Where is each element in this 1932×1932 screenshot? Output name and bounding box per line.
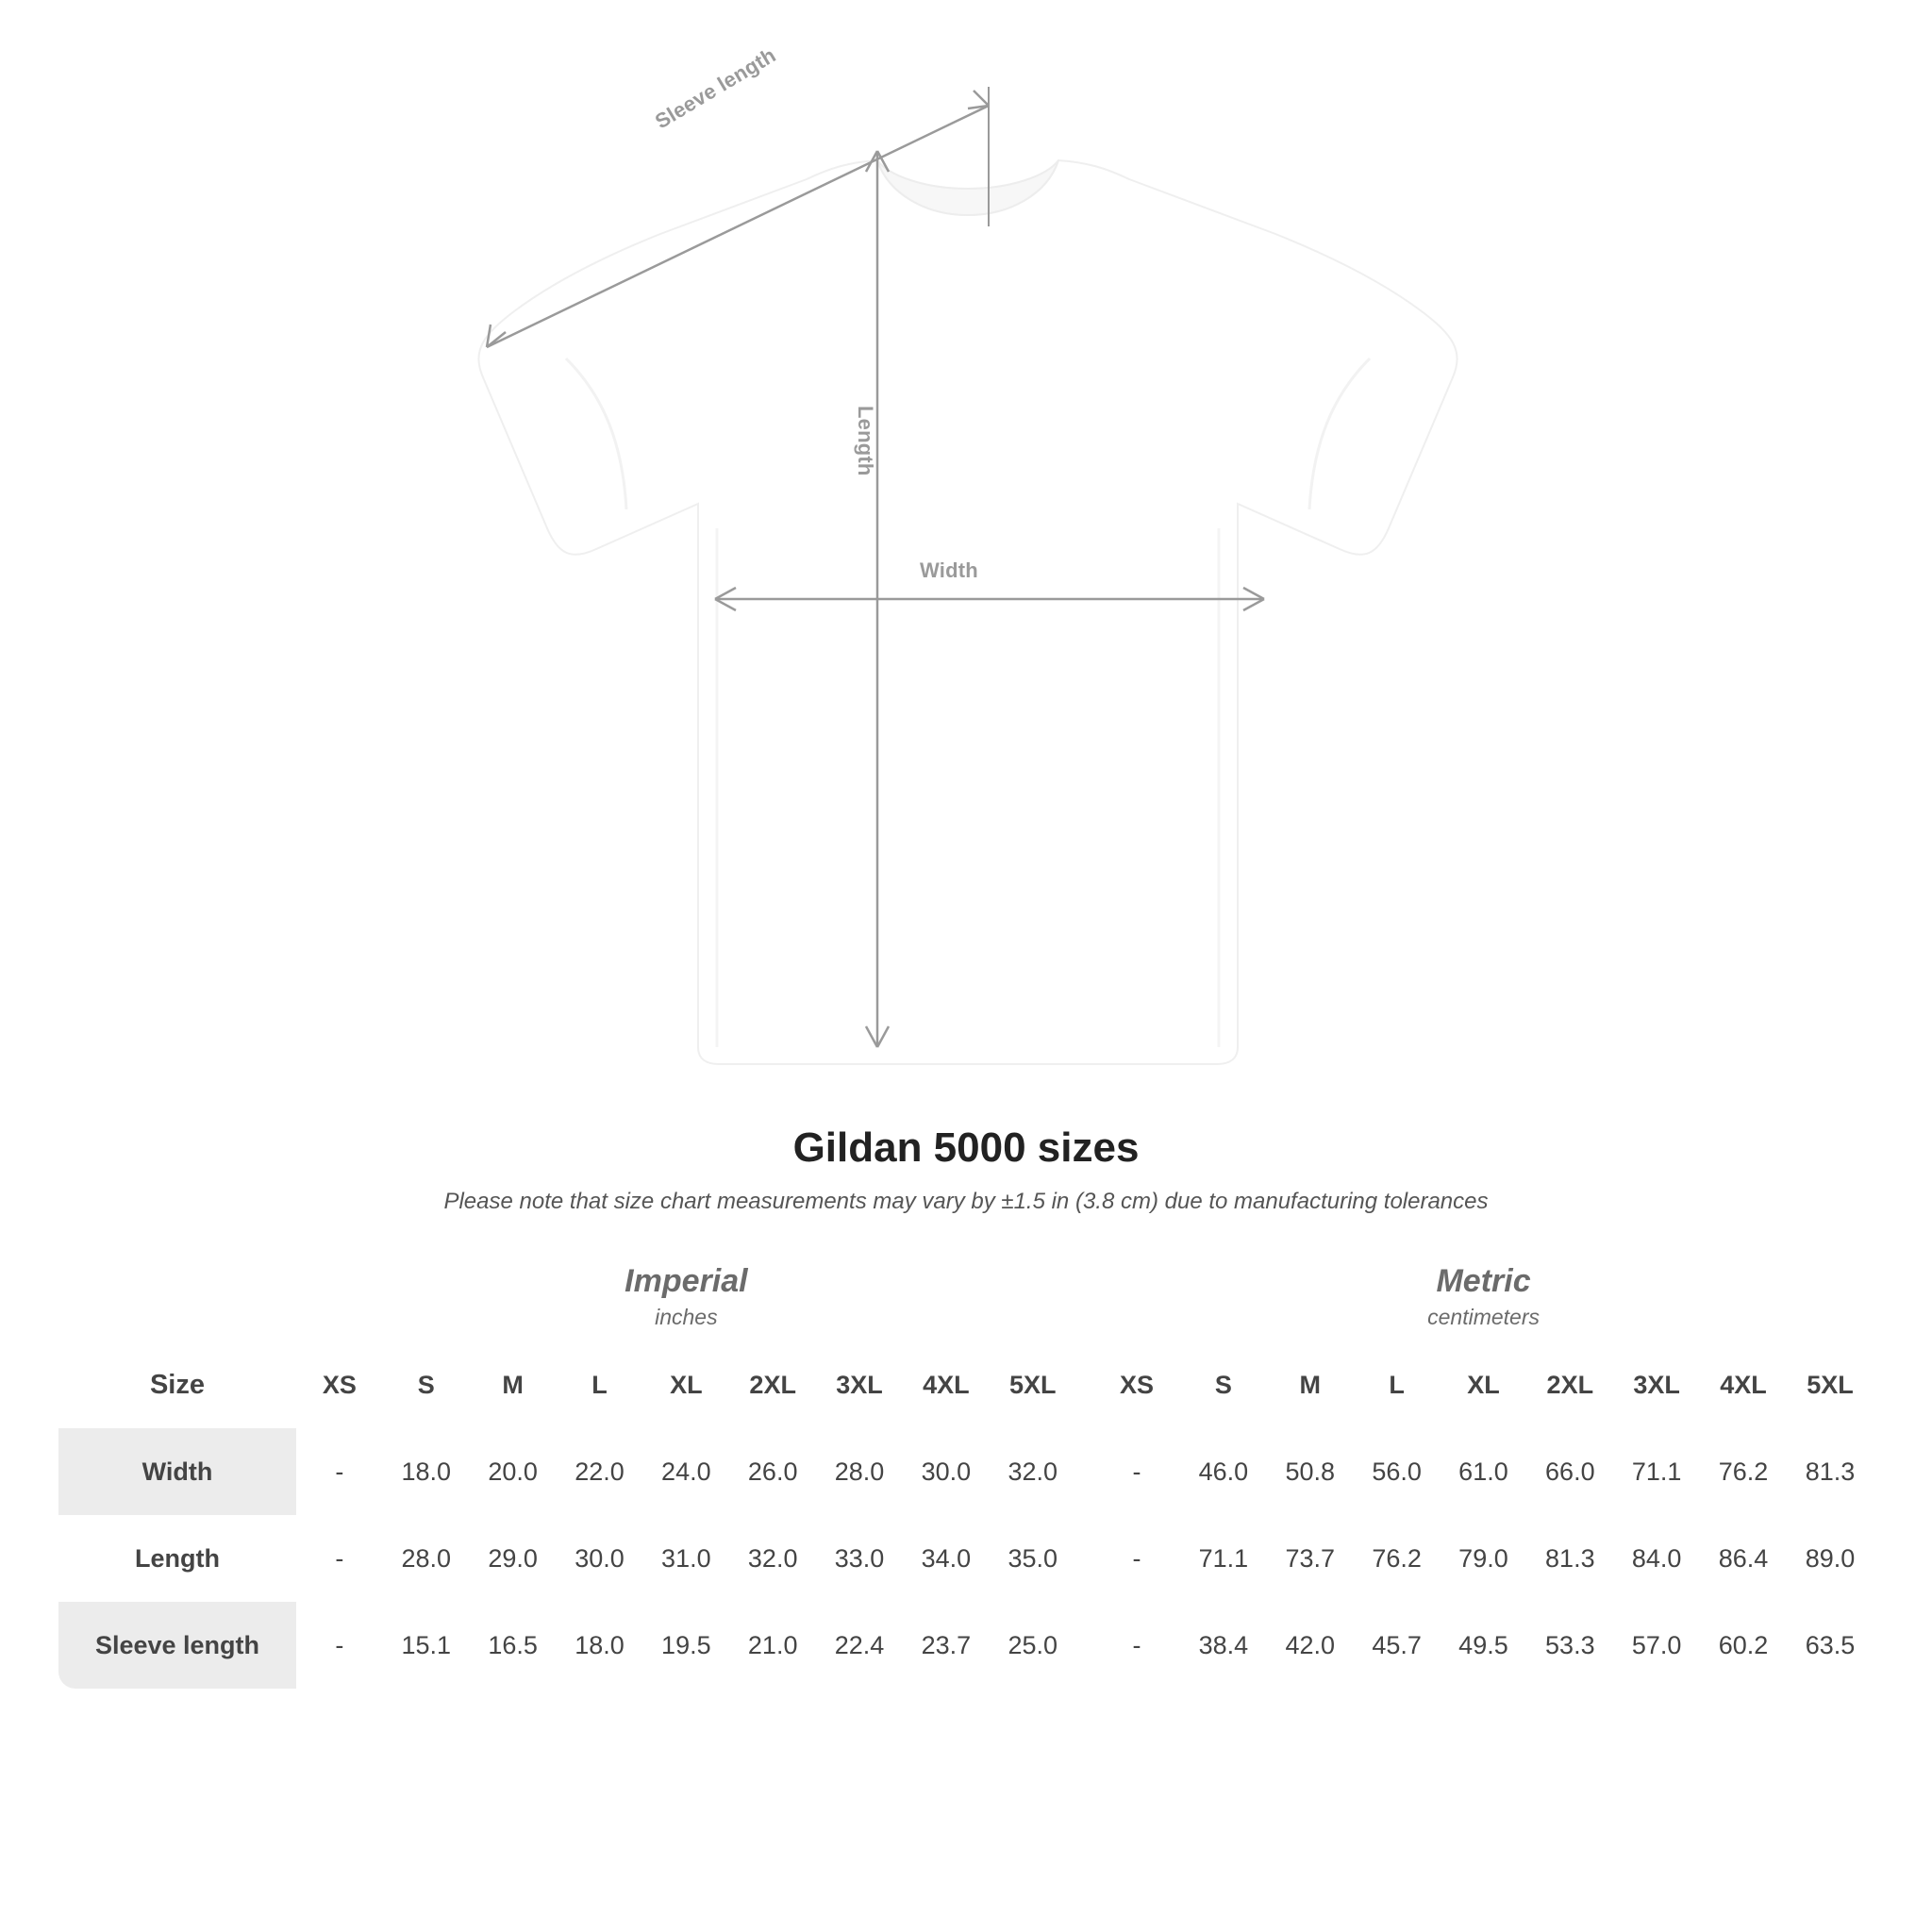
length-imperial-xl: 31.0 bbox=[642, 1515, 729, 1602]
unit-metric-name: Metric bbox=[1436, 1263, 1531, 1300]
table-row bbox=[58, 1515, 1874, 1602]
sleeve-imperial-s: 15.1 bbox=[383, 1602, 470, 1689]
size-imperial-l: L bbox=[557, 1341, 643, 1428]
sleeve-metric-5xl: 63.5 bbox=[1787, 1602, 1874, 1689]
size-metric-m: M bbox=[1267, 1341, 1354, 1428]
unit-metric-sub: centimeters bbox=[1427, 1305, 1540, 1330]
width-metric-5xl: 81.3 bbox=[1787, 1428, 1874, 1515]
page-title: Gildan 5000 sizes bbox=[792, 1124, 1140, 1171]
sleeve-imperial-4xl: 23.7 bbox=[903, 1602, 990, 1689]
unit-header-row bbox=[58, 1255, 1874, 1341]
length-metric-5xl: 89.0 bbox=[1787, 1515, 1874, 1602]
tolerance-note: Please note that size chart measurements may vary by ±1.5 in (3.8 cm) due to manufacturing tolerances bbox=[443, 1189, 1489, 1214]
unit-header-spacer bbox=[58, 1255, 296, 1341]
tshirt-shape bbox=[478, 160, 1457, 1064]
size-metric-4xl: 4XL bbox=[1700, 1341, 1787, 1428]
sleeve-metric-xl: 49.5 bbox=[1441, 1602, 1527, 1689]
size-imperial-2xl: 2XL bbox=[729, 1341, 816, 1428]
width-metric-xs: - bbox=[1093, 1428, 1180, 1515]
title-block bbox=[0, 1124, 1932, 1215]
row-label-sleeve-length: Sleeve length bbox=[58, 1602, 296, 1689]
size-metric-xs: XS bbox=[1093, 1341, 1180, 1428]
length-metric-2xl: 81.3 bbox=[1526, 1515, 1613, 1602]
size-imperial-xs: XS bbox=[296, 1341, 383, 1428]
row-label-length: Length bbox=[58, 1515, 296, 1602]
size-metric-s: S bbox=[1180, 1341, 1267, 1428]
length-label: Length bbox=[854, 406, 877, 476]
width-metric-l: 56.0 bbox=[1354, 1428, 1441, 1515]
length-imperial-2xl: 32.0 bbox=[729, 1515, 816, 1602]
width-metric-4xl: 76.2 bbox=[1700, 1428, 1787, 1515]
length-imperial-l: 30.0 bbox=[557, 1515, 643, 1602]
sleeve-imperial-xl: 19.5 bbox=[642, 1602, 729, 1689]
unit-imperial-sub: inches bbox=[655, 1305, 718, 1330]
column-separator bbox=[1076, 1602, 1093, 1689]
unit-header-metric bbox=[1093, 1255, 1874, 1341]
length-metric-l: 76.2 bbox=[1354, 1515, 1441, 1602]
length-imperial-s: 28.0 bbox=[383, 1515, 470, 1602]
size-header-label: Size bbox=[58, 1341, 296, 1428]
width-metric-s: 46.0 bbox=[1180, 1428, 1267, 1515]
sleeve-metric-2xl: 53.3 bbox=[1526, 1602, 1613, 1689]
width-imperial-5xl: 32.0 bbox=[990, 1428, 1076, 1515]
size-imperial-4xl: 4XL bbox=[903, 1341, 990, 1428]
size-metric-5xl: 5XL bbox=[1787, 1341, 1874, 1428]
width-metric-xl: 61.0 bbox=[1441, 1428, 1527, 1515]
unit-header-imperial bbox=[296, 1255, 1076, 1341]
sleeve-imperial-xs: - bbox=[296, 1602, 383, 1689]
length-imperial-5xl: 35.0 bbox=[990, 1515, 1076, 1602]
length-imperial-4xl: 34.0 bbox=[903, 1515, 990, 1602]
sleeve-metric-m: 42.0 bbox=[1267, 1602, 1354, 1689]
size-imperial-xl: XL bbox=[642, 1341, 729, 1428]
size-imperial-m: M bbox=[470, 1341, 557, 1428]
length-metric-3xl: 84.0 bbox=[1613, 1515, 1700, 1602]
table-row bbox=[58, 1602, 1874, 1689]
width-label: Width bbox=[920, 558, 978, 582]
width-metric-m: 50.8 bbox=[1267, 1428, 1354, 1515]
width-imperial-s: 18.0 bbox=[383, 1428, 470, 1515]
size-table bbox=[58, 1255, 1874, 1689]
width-imperial-4xl: 30.0 bbox=[903, 1428, 990, 1515]
unit-header-gap bbox=[1076, 1255, 1093, 1341]
length-metric-4xl: 86.4 bbox=[1700, 1515, 1787, 1602]
length-imperial-xs: - bbox=[296, 1515, 383, 1602]
table-row bbox=[58, 1428, 1874, 1515]
size-imperial-s: S bbox=[383, 1341, 470, 1428]
sleeve-metric-l: 45.7 bbox=[1354, 1602, 1441, 1689]
size-header-row bbox=[58, 1341, 1874, 1428]
row-label-width: Width bbox=[58, 1428, 296, 1515]
size-imperial-3xl: 3XL bbox=[816, 1341, 903, 1428]
sleeve-imperial-2xl: 21.0 bbox=[729, 1602, 816, 1689]
width-imperial-m: 20.0 bbox=[470, 1428, 557, 1515]
width-imperial-3xl: 28.0 bbox=[816, 1428, 903, 1515]
length-imperial-3xl: 33.0 bbox=[816, 1515, 903, 1602]
length-imperial-m: 29.0 bbox=[470, 1515, 557, 1602]
length-metric-xl: 79.0 bbox=[1441, 1515, 1527, 1602]
sleeve-imperial-3xl: 22.4 bbox=[816, 1602, 903, 1689]
size-imperial-5xl: 5XL bbox=[990, 1341, 1076, 1428]
column-separator bbox=[1076, 1428, 1093, 1515]
sleeve-length-label: Sleeve length bbox=[651, 42, 780, 134]
length-metric-xs: - bbox=[1093, 1515, 1180, 1602]
width-imperial-2xl: 26.0 bbox=[729, 1428, 816, 1515]
size-metric-l: L bbox=[1354, 1341, 1441, 1428]
width-metric-3xl: 71.1 bbox=[1613, 1428, 1700, 1515]
sleeve-imperial-l: 18.0 bbox=[557, 1602, 643, 1689]
sleeve-metric-xs: - bbox=[1093, 1602, 1180, 1689]
sleeve-metric-3xl: 57.0 bbox=[1613, 1602, 1700, 1689]
sleeve-imperial-5xl: 25.0 bbox=[990, 1602, 1076, 1689]
column-separator bbox=[1076, 1515, 1093, 1602]
size-metric-3xl: 3XL bbox=[1613, 1341, 1700, 1428]
sleeve-metric-s: 38.4 bbox=[1180, 1602, 1267, 1689]
width-imperial-xl: 24.0 bbox=[642, 1428, 729, 1515]
length-metric-s: 71.1 bbox=[1180, 1515, 1267, 1602]
length-metric-m: 73.7 bbox=[1267, 1515, 1354, 1602]
size-metric-2xl: 2XL bbox=[1526, 1341, 1613, 1428]
width-imperial-l: 22.0 bbox=[557, 1428, 643, 1515]
size-metric-xl: XL bbox=[1441, 1341, 1527, 1428]
size-table-wrapper bbox=[58, 1255, 1874, 1689]
width-imperial-xs: - bbox=[296, 1428, 383, 1515]
width-metric-2xl: 66.0 bbox=[1526, 1428, 1613, 1515]
sleeve-imperial-m: 16.5 bbox=[470, 1602, 557, 1689]
unit-imperial-name: Imperial bbox=[625, 1263, 748, 1300]
column-separator bbox=[1076, 1341, 1093, 1428]
sleeve-metric-4xl: 60.2 bbox=[1700, 1602, 1787, 1689]
